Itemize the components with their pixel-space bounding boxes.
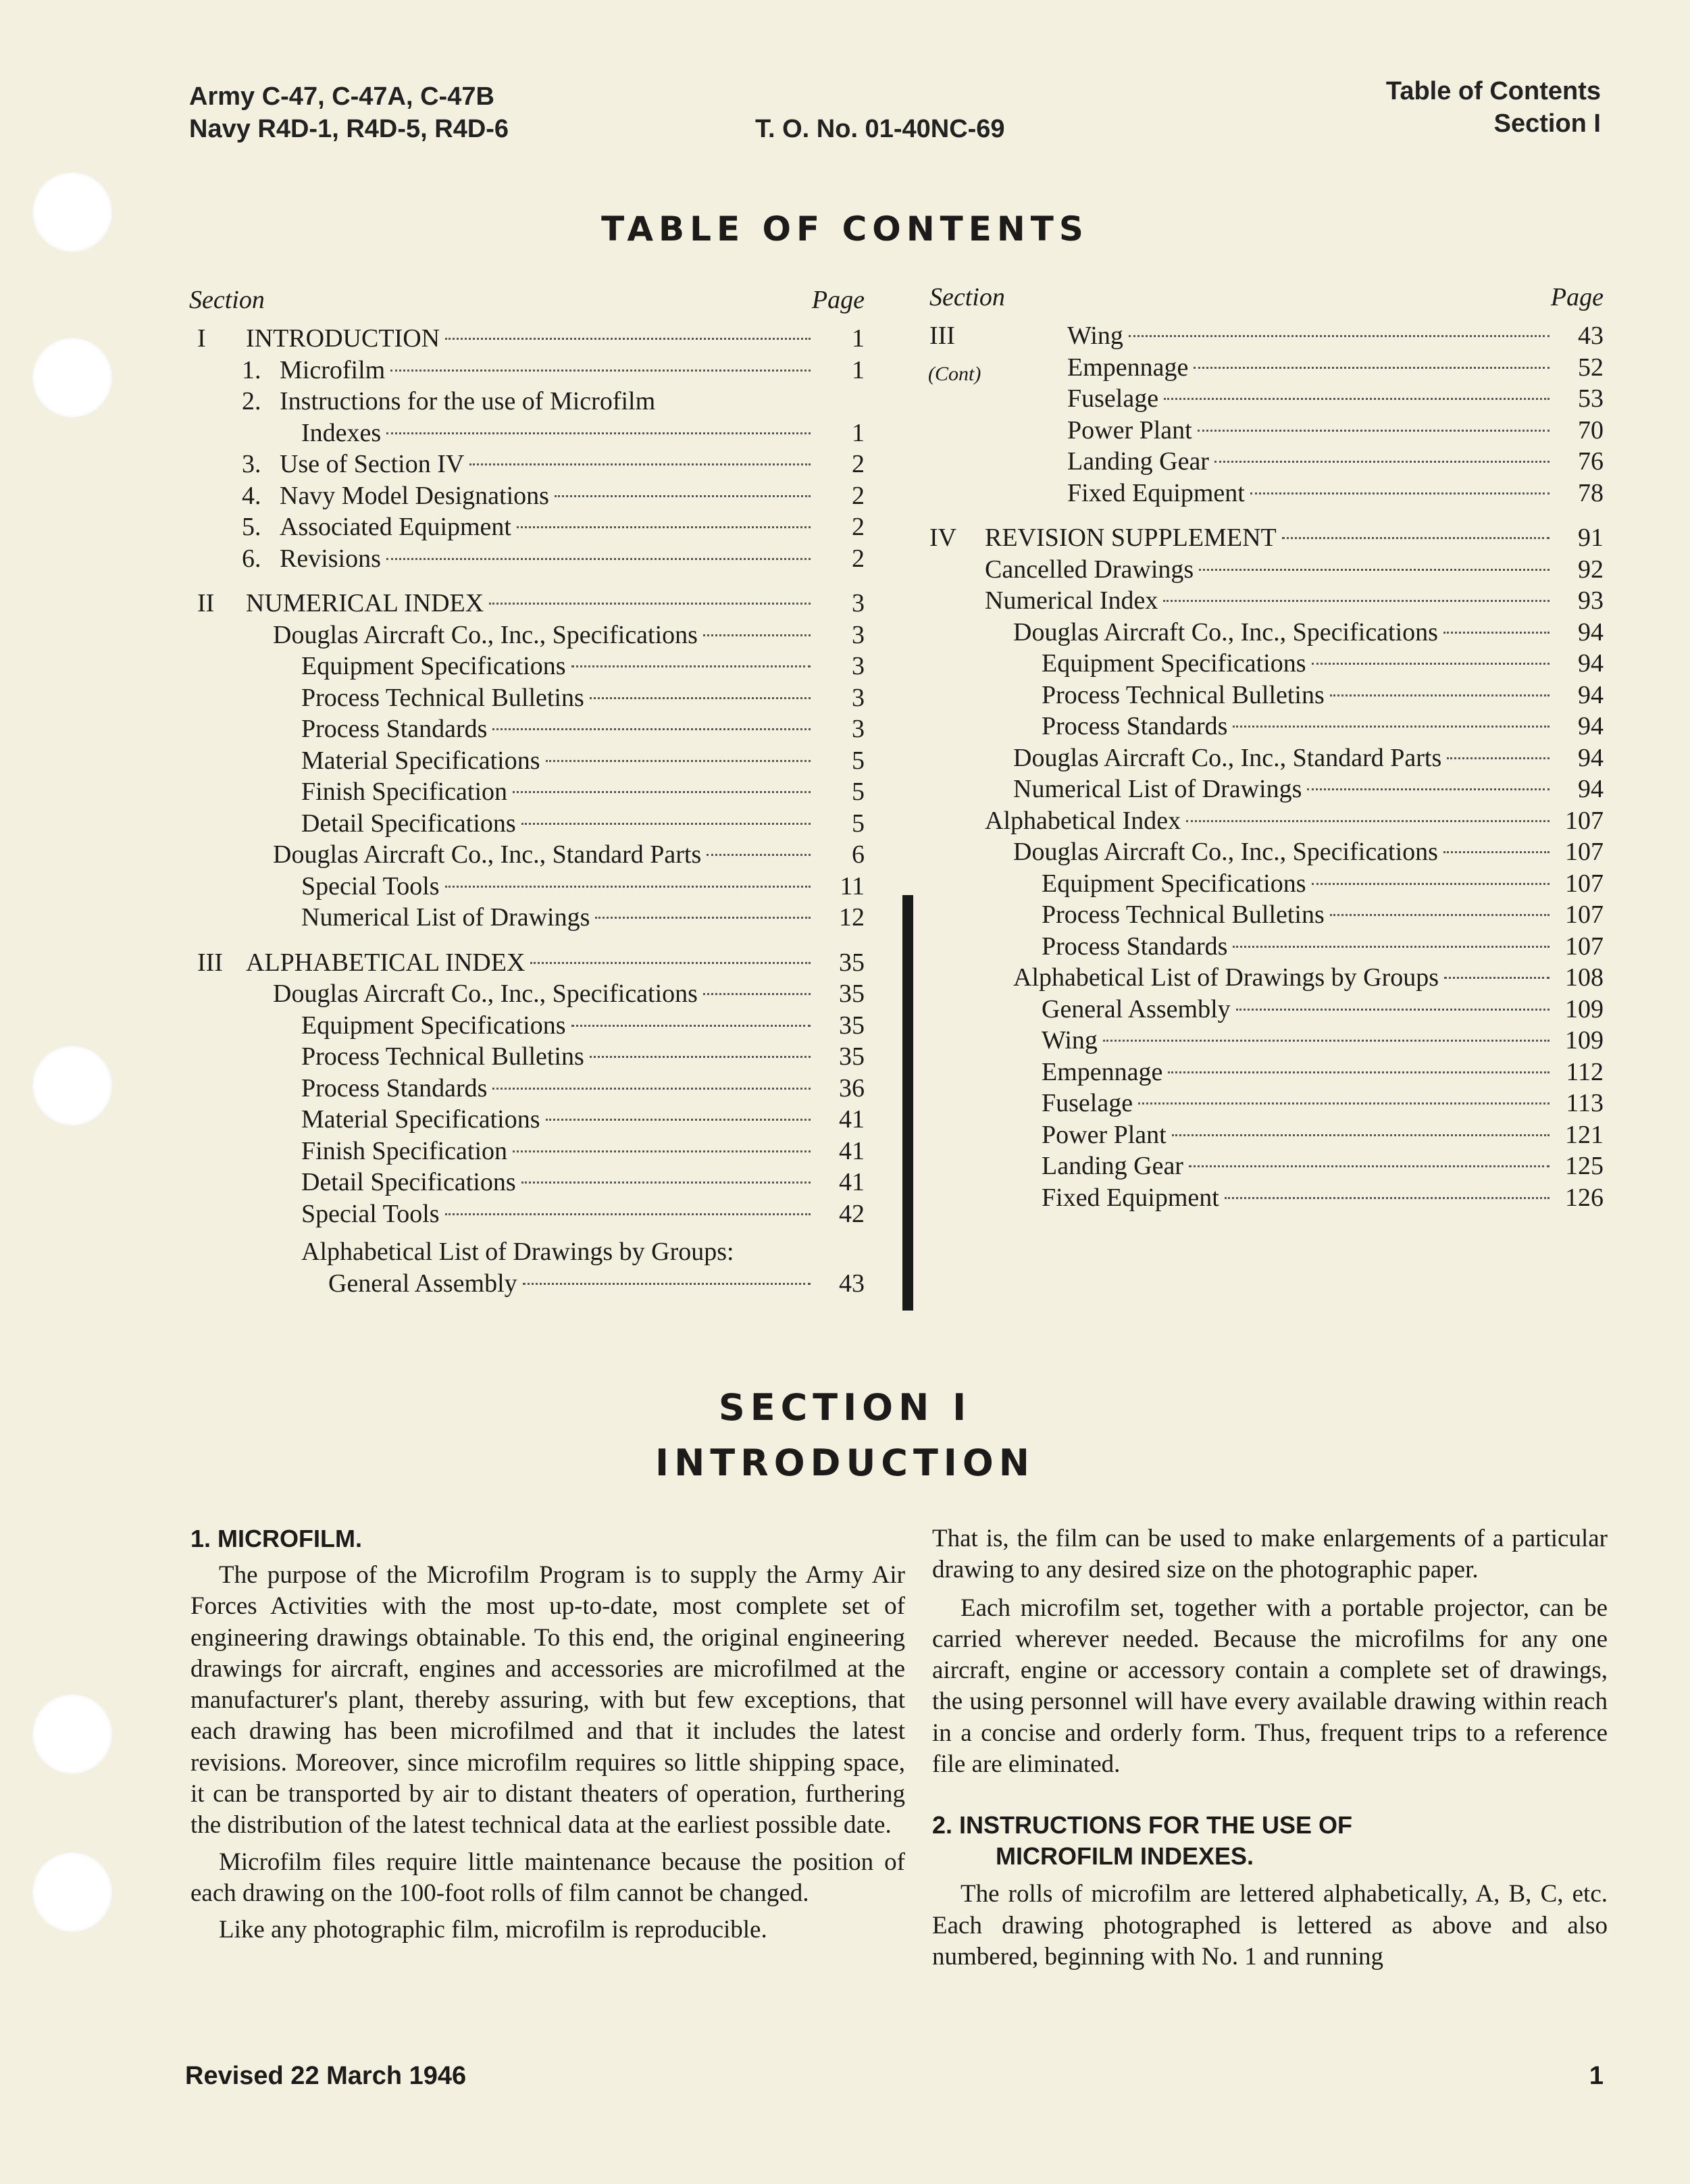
toc-entry xyxy=(929,1150,1604,1182)
toc-entry xyxy=(929,899,1604,931)
toc-entry-label: Numerical Index xyxy=(985,586,1158,615)
toc-entry-leader xyxy=(386,558,811,560)
toc-entry-page: 41 xyxy=(839,1168,865,1196)
toc-entry-leader xyxy=(445,886,811,888)
toc-entry-page: 94 xyxy=(1578,680,1604,709)
toc-entry-page: 109 xyxy=(1565,1026,1604,1055)
toc-entry-leader xyxy=(390,370,811,372)
toc-entry-label: Process Standards xyxy=(301,715,488,743)
toc-entry xyxy=(189,1198,865,1230)
toc-entry-label: Detail Specifications xyxy=(301,809,516,838)
toc-entry-label: REVISION SUPPLEMENT xyxy=(985,524,1277,552)
toc-entry-label: Navy Model Designations xyxy=(280,481,549,510)
toc-entry xyxy=(189,1041,865,1073)
toc-entry-page: 2 xyxy=(852,481,865,510)
toc-entry-page: 107 xyxy=(1565,900,1604,929)
toc-entry-label: Material Specifications xyxy=(301,1105,540,1134)
footer-revised-date: Revised 22 March 1946 xyxy=(185,2062,467,2090)
toc-entry-page: 3 xyxy=(852,715,865,743)
toc-entry-label: Landing Gear xyxy=(1067,447,1209,476)
header-models-line1: Army C-47, C-47A, C-47B xyxy=(189,82,494,111)
toc-entry xyxy=(189,1236,865,1268)
toc-entry xyxy=(189,480,865,512)
toc-entry xyxy=(189,839,865,871)
toc-entry-label: General Assembly xyxy=(1042,994,1231,1023)
toc-entry-leader xyxy=(492,1088,811,1090)
toc-entry-label: Process Technical Bulletins xyxy=(301,1042,584,1071)
toc-entry-leader xyxy=(1214,461,1550,463)
toc-entry-page: 91 xyxy=(1578,524,1604,552)
toc-entry-label: Process Standards xyxy=(1042,932,1228,961)
toc-entry-label: Wing xyxy=(1042,1026,1098,1055)
toc-entry xyxy=(929,383,1604,415)
toc-entry xyxy=(189,1136,865,1167)
toc-entry-page: 5 xyxy=(852,778,865,806)
toc-entry-page: 35 xyxy=(839,1011,865,1040)
toc-entry xyxy=(189,947,865,979)
toc-entry-label: Process Technical Bulletins xyxy=(301,683,584,712)
toc-entry-page: 12 xyxy=(839,903,865,932)
body-right-column xyxy=(932,1523,1608,1973)
toc-entry-page: 35 xyxy=(839,980,865,1008)
toc-entry-leader xyxy=(1330,914,1550,916)
toc-entry-page: 1 xyxy=(852,324,865,353)
toc-entry-page: 108 xyxy=(1565,963,1604,992)
toc-entry-leader xyxy=(1447,757,1550,759)
toc-entry-label: Microfilm xyxy=(280,355,386,384)
toc-entry-leader xyxy=(489,603,811,605)
toc-entry xyxy=(189,776,865,808)
heading-instructions-line2: MICROFILM INDEXES. xyxy=(996,1842,1254,1871)
toc-entry-page: 53 xyxy=(1578,384,1604,413)
page-label: Page xyxy=(1550,283,1604,311)
toc-entry xyxy=(189,871,865,903)
toc-entry-leader xyxy=(1444,977,1550,979)
toc-entry-page: 125 xyxy=(1565,1152,1604,1180)
toc-entry-label: Use of Section IV xyxy=(280,450,465,478)
toc-entry xyxy=(929,962,1604,994)
toc-entry-label: INTRODUCTION xyxy=(246,324,440,353)
toc-entry-label: Power Plant xyxy=(1067,415,1192,445)
toc-entry-label: Landing Gear xyxy=(1042,1152,1183,1180)
toc-entry xyxy=(189,619,865,651)
paragraph-maintenance: Microfilm files require little maintenance because the position of each drawing on the 100-foot rolls of film cannot be changed. xyxy=(190,1848,905,1907)
toc-entry xyxy=(929,836,1604,868)
toc-entry-page: 107 xyxy=(1565,806,1604,835)
toc-entry-page: 121 xyxy=(1565,1120,1604,1149)
toc-entry-label: Douglas Aircraft Co., Inc., Specifications xyxy=(273,620,698,649)
toc-entry-label: Equipment Specifications xyxy=(1042,649,1306,678)
toc-entry-label: Material Specifications xyxy=(301,746,540,775)
toc-entry-leader xyxy=(703,993,811,995)
toc-entry xyxy=(929,868,1604,900)
toc-entry-page: 35 xyxy=(839,948,865,977)
toc-entry-leader xyxy=(445,1213,811,1215)
toc-entry-label: Revisions xyxy=(280,544,381,573)
toc-entry-page: 94 xyxy=(1578,743,1604,772)
toc-entry-label: Douglas Aircraft Co., Inc., Standard Parts xyxy=(273,840,702,869)
toc-entry xyxy=(929,446,1604,478)
toc-entry-leader xyxy=(1186,820,1550,822)
toc-entry xyxy=(929,711,1604,742)
toc-entry-label: Indexes xyxy=(301,418,382,447)
toc-entry-label: Fixed Equipment xyxy=(1067,478,1245,507)
toc-entry-label: Fuselage xyxy=(1067,384,1159,413)
toc-entry-label: Process Standards xyxy=(301,1073,488,1102)
toc-entry-label: Douglas Aircraft Co., Inc., Specifications xyxy=(273,980,698,1008)
toc-entry-leader xyxy=(590,1056,811,1058)
toc-entry-label: Alphabetical Index xyxy=(985,806,1181,835)
toc-entry-leader xyxy=(517,526,811,528)
toc-entry xyxy=(189,449,865,480)
toc-entry-leader xyxy=(595,917,811,919)
toc-entry xyxy=(189,417,865,449)
toc-entry xyxy=(929,1182,1604,1214)
toc-entry-page: 35 xyxy=(839,1042,865,1071)
section-subtitle: INTRODUCTION xyxy=(655,1442,1035,1484)
header-to-number: T. O. No. 01-40NC-69 xyxy=(755,115,1005,143)
heading-instructions xyxy=(932,1810,1608,1872)
toc-entry-page: 52 xyxy=(1578,353,1604,382)
toc-entry-label: Empennage xyxy=(1042,1057,1163,1086)
toc-right-rows xyxy=(929,320,1604,1213)
toc-entry-page: 11 xyxy=(840,871,865,900)
punch-hole-lower xyxy=(32,1694,112,1774)
toc-entry-page: 6 xyxy=(852,840,865,869)
toc-entry-leader xyxy=(1330,694,1550,696)
toc-entry xyxy=(929,680,1604,711)
toc-entry-leader xyxy=(590,697,811,699)
toc-entry-label: Associated Equipment xyxy=(280,513,511,541)
toc-entry-label: Douglas Aircraft Co., Inc., Specifications xyxy=(1013,617,1438,646)
toc-entry xyxy=(189,1167,865,1198)
toc-entry xyxy=(929,1119,1604,1151)
toc-entry-label: Detail Specifications xyxy=(301,1168,516,1196)
toc-entry-page: 126 xyxy=(1565,1183,1604,1212)
toc-entry-page: 76 xyxy=(1578,447,1604,476)
toc-entry xyxy=(929,773,1604,805)
toc-entry xyxy=(929,415,1604,447)
paragraph-purpose: The purpose of the Microfilm Program is to supply the Army Air Forces Activities with the most up-to-date, most complete set of engineering drawings obtainable. To this end, the original engineering drawings for aircraft, engines and accessories are microfilmed at the manufacturer's plant, thereby assuring, with but few exceptions, that each drawing has been microfilmed and that it includes the latest revisions. Moreover, since microfilm requires so little shipping space, it can be transported by air to distant theaters of operation, furthering the distribution of the latest technical data at the earliest possible date. xyxy=(190,1561,905,1839)
toc-entry-number: I xyxy=(197,324,206,353)
toc-entry xyxy=(929,931,1604,963)
toc-entry-leader xyxy=(1163,600,1550,602)
toc-entry xyxy=(189,978,865,1010)
toc-entry-label: Numerical List of Drawings xyxy=(301,903,590,932)
toc-entry-page: 3 xyxy=(852,620,865,649)
toc-entry-leader xyxy=(386,432,811,434)
toc-entry-leader xyxy=(546,1119,811,1121)
toc-entry-leader xyxy=(1443,851,1550,853)
toc-entry xyxy=(189,902,865,934)
section-label: Section xyxy=(929,283,1005,311)
toc-entry-leader xyxy=(1250,492,1550,494)
toc-entry-page: 94 xyxy=(1578,649,1604,678)
toc-entry-leader xyxy=(571,665,811,667)
toc-left-column-header xyxy=(189,285,865,323)
toc-left-column xyxy=(189,285,865,1299)
toc-entry xyxy=(929,554,1604,586)
toc-entry-number: 6. xyxy=(242,544,261,573)
toc-entry-leader xyxy=(521,823,811,825)
toc-entry xyxy=(929,648,1604,680)
toc-entry-page: 94 xyxy=(1578,617,1604,646)
toc-entry xyxy=(929,742,1604,774)
toc-entry xyxy=(929,1057,1604,1088)
paragraph-reproducible: Like any photographic film, microfilm is reproducible. xyxy=(219,1916,767,1944)
toc-entry-page: 78 xyxy=(1578,478,1604,507)
toc-entry-label: ALPHABETICAL INDEX xyxy=(246,948,526,977)
toc-entry-label: Power Plant xyxy=(1042,1120,1167,1149)
toc-entry-leader xyxy=(707,854,811,856)
toc-entry-page: 41 xyxy=(839,1105,865,1134)
toc-entry xyxy=(189,355,865,386)
toc-entry-leader xyxy=(523,1283,811,1285)
toc-entry xyxy=(189,808,865,840)
punch-hole-middle xyxy=(32,1046,112,1125)
paragraph-enlargements: That is, the film can be used to make enlargements of a particular drawing to any desired size on the photographic paper. xyxy=(932,1525,1608,1584)
revision-bar xyxy=(902,895,913,1311)
toc-entry-leader xyxy=(1282,537,1550,539)
toc-right-column-header xyxy=(929,282,1604,320)
toc-entry xyxy=(189,1073,865,1104)
toc-entry xyxy=(189,682,865,714)
toc-entry-leader xyxy=(1194,367,1550,369)
toc-entry-leader xyxy=(1233,726,1550,728)
toc-entry xyxy=(189,1268,865,1300)
header-right-line1: Table of Contents xyxy=(1385,77,1601,105)
toc-entry-label: Empennage xyxy=(1067,353,1189,382)
toc-entry-leader xyxy=(1129,335,1550,337)
toc-entry-leader xyxy=(469,463,811,465)
toc-title: TABLE OF CONTENTS xyxy=(601,209,1089,249)
toc-entry-page: 1 xyxy=(852,355,865,384)
toc-entry xyxy=(189,386,865,417)
toc-entry-leader xyxy=(1307,788,1550,790)
page-label: Page xyxy=(811,286,865,314)
toc-entry-leader xyxy=(1233,946,1550,948)
toc-entry xyxy=(929,522,1604,554)
toc-entry-page: 3 xyxy=(852,683,865,712)
header-right-line2: Section I xyxy=(1493,109,1601,138)
toc-entry-leader xyxy=(1236,1009,1550,1011)
toc-entry xyxy=(929,478,1604,509)
toc-entry-page: 5 xyxy=(852,809,865,838)
toc-entry xyxy=(929,994,1604,1025)
toc-entry-label: Cancelled Drawings xyxy=(985,555,1194,584)
toc-entry-number: III xyxy=(197,948,223,977)
toc-entry-label: Instructions for the use of Microfilm xyxy=(280,387,656,415)
toc-entry-leader xyxy=(546,760,811,762)
toc-entry-leader xyxy=(1198,430,1550,432)
toc-entry-leader xyxy=(555,495,811,497)
toc-entry-leader xyxy=(521,1182,811,1184)
toc-entry-leader xyxy=(571,1025,811,1027)
paragraph-rolls: The rolls of microfilm are lettered alphabetically, A, B, C, etc. Each drawing photographed is lettered as above and also numbered, beginning with No. 1 and running xyxy=(932,1880,1608,1971)
toc-entry-leader xyxy=(513,791,811,793)
toc-entry-leader xyxy=(1103,1040,1550,1042)
toc-entry-label: Finish Specification xyxy=(301,1136,508,1165)
toc-entry-leader xyxy=(1172,1134,1550,1136)
toc-entry-label: Numerical List of Drawings xyxy=(1013,775,1302,803)
toc-entry-leader xyxy=(513,1150,811,1152)
toc-entry-leader xyxy=(1164,398,1550,400)
toc-entry-label: Process Technical Bulletins xyxy=(1042,680,1325,709)
toc-entry-page: 94 xyxy=(1578,712,1604,740)
toc-entry-page: 5 xyxy=(852,746,865,775)
toc-entry-page: 2 xyxy=(852,450,865,478)
toc-entry-label: Alphabetical List of Drawings by Groups: xyxy=(301,1238,734,1266)
toc-entry-page: 107 xyxy=(1565,932,1604,961)
toc-entry-label: Fixed Equipment xyxy=(1042,1183,1219,1212)
toc-entry-page: 43 xyxy=(1578,322,1604,350)
toc-entry xyxy=(929,617,1604,649)
toc-entry xyxy=(929,1025,1604,1057)
toc-entry xyxy=(929,1088,1604,1119)
toc-entry-leader xyxy=(1189,1165,1550,1167)
toc-entry-page: 36 xyxy=(839,1073,865,1102)
toc-entry xyxy=(929,320,1604,352)
toc-entry-page: 107 xyxy=(1565,838,1604,866)
toc-cont-label: (Cont) xyxy=(928,363,981,385)
toc-entry xyxy=(189,323,865,355)
toc-entry-page: 42 xyxy=(839,1199,865,1228)
toc-entry-number: 5. xyxy=(242,513,261,541)
toc-entry-label: NUMERICAL INDEX xyxy=(246,589,484,617)
toc-entry-page: 113 xyxy=(1566,1089,1604,1117)
toc-entry-label: General Assembly xyxy=(328,1269,517,1298)
toc-entry-page: 92 xyxy=(1578,555,1604,584)
toc-entry-page: 41 xyxy=(839,1136,865,1165)
toc-entry-leader xyxy=(1168,1071,1550,1073)
toc-entry-page: 2 xyxy=(852,544,865,573)
toc-entry xyxy=(929,805,1604,837)
toc-entry-label: Process Standards xyxy=(1042,712,1228,740)
toc-entry-number: III xyxy=(929,322,955,350)
toc-entry-page: 3 xyxy=(852,589,865,617)
header-models-line2: Navy R4D-1, R4D-5, R4D-6 xyxy=(189,115,509,143)
toc-entry-label: Process Technical Bulletins xyxy=(1042,900,1325,929)
toc-entry-leader xyxy=(1443,632,1550,634)
toc-entry xyxy=(189,543,865,575)
toc-entry-leader xyxy=(1138,1102,1550,1104)
toc-entry-label: Equipment Specifications xyxy=(1042,869,1306,898)
toc-entry xyxy=(189,651,865,682)
body-left-column xyxy=(190,1523,905,1946)
section-label: Section xyxy=(189,286,265,314)
toc-entry xyxy=(189,511,865,543)
toc-entry-label: Finish Specification xyxy=(301,778,508,806)
toc-entry-page: 93 xyxy=(1578,586,1604,615)
toc-entry-page: 3 xyxy=(852,652,865,680)
toc-entry-label: Douglas Aircraft Co., Inc., Standard Parts xyxy=(1013,743,1442,772)
toc-entry-leader xyxy=(1312,883,1550,885)
toc-right-column xyxy=(929,282,1604,1213)
toc-entry-page: 1 xyxy=(852,418,865,447)
toc-entry-label: Wing xyxy=(1067,322,1123,350)
toc-entry-leader xyxy=(1225,1197,1550,1199)
toc-entry xyxy=(929,585,1604,617)
toc-entry-leader xyxy=(492,728,811,730)
toc-entry-label: Special Tools xyxy=(301,871,440,900)
toc-entry-label: Equipment Specifications xyxy=(301,652,566,680)
toc-entry-number: IV xyxy=(929,524,957,552)
toc-left-rows xyxy=(189,323,865,1299)
toc-entry-leader xyxy=(445,338,811,340)
toc-entry xyxy=(189,713,865,745)
toc-entry xyxy=(189,1010,865,1042)
heading-instructions-line1: 2. INSTRUCTIONS FOR THE USE OF xyxy=(932,1811,1353,1839)
toc-entry-page: 107 xyxy=(1565,869,1604,898)
toc-entry-page: 112 xyxy=(1566,1057,1604,1086)
toc-entry-page: 109 xyxy=(1565,994,1604,1023)
toc-entry-label: Special Tools xyxy=(301,1199,440,1228)
toc-entry-page: 2 xyxy=(852,513,865,541)
footer-page-number: 1 xyxy=(1589,2062,1604,2090)
toc-entry-label: Alphabetical List of Drawings by Groups xyxy=(1013,963,1439,992)
toc-entry-page: 94 xyxy=(1578,775,1604,803)
toc-entry-page: 43 xyxy=(839,1269,865,1298)
toc-entry-leader xyxy=(1312,663,1550,665)
section-title: SECTION I xyxy=(718,1386,972,1429)
toc-entry-page: 70 xyxy=(1578,415,1604,445)
punch-hole-upper xyxy=(32,338,112,417)
toc-entry xyxy=(929,352,1604,384)
paragraph-portable: Each microfilm set, together with a portable projector, can be carried wherever needed. Because the microfilms for any one aircraft, engine or accessory contain a complete set of drawings, the using personnel will have every available drawing within reach in a concise and orderly form. Thus, frequent trips to a reference file are eliminated. xyxy=(932,1594,1608,1779)
toc-entry xyxy=(189,745,865,777)
toc-entry-leader xyxy=(530,962,811,964)
toc-entry xyxy=(189,1104,865,1136)
toc-entry-leader xyxy=(703,634,811,636)
heading-microfilm: 1. MICROFILM. xyxy=(190,1525,362,1552)
toc-entry-label: Fuselage xyxy=(1042,1089,1133,1117)
toc-entry-number: II xyxy=(197,589,215,617)
toc-entry-label: Equipment Specifications xyxy=(301,1011,566,1040)
toc-entry-number: 3. xyxy=(242,450,261,478)
toc-entry-number: 4. xyxy=(242,481,261,510)
toc-entry-number: 1. xyxy=(242,355,261,384)
toc-entry-number: 2. xyxy=(242,387,261,415)
toc-entry xyxy=(189,588,865,619)
toc-entry-leader xyxy=(1199,569,1550,571)
punch-hole-bottom xyxy=(32,1852,112,1932)
toc-entry-label: Douglas Aircraft Co., Inc., Specifications xyxy=(1013,838,1438,866)
